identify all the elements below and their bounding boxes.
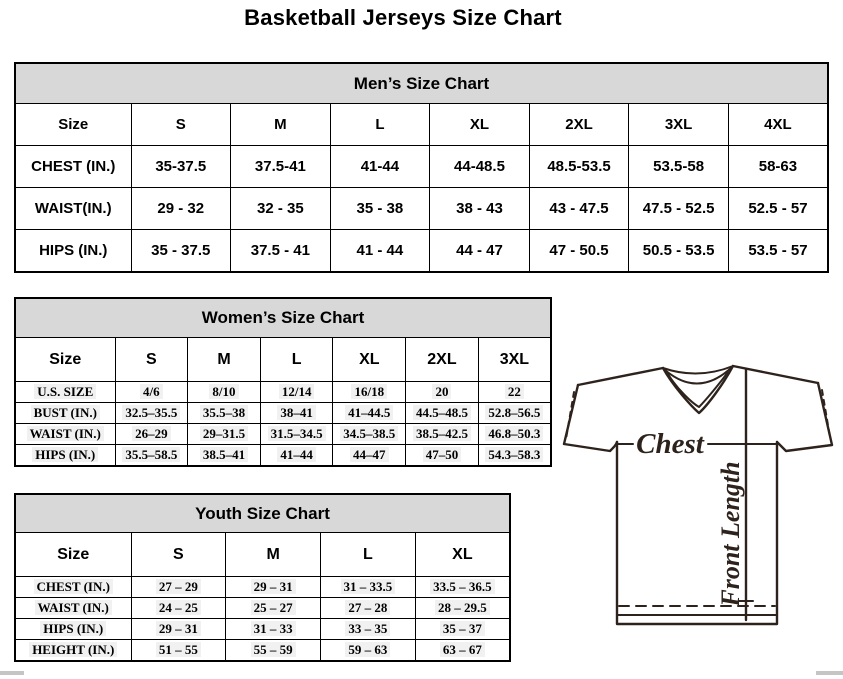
cell-value: 31 – 33.5 xyxy=(321,577,416,598)
cell-value: 26–29 xyxy=(115,424,188,445)
cell-value: 37.5 - 41 xyxy=(231,230,331,273)
cell-value: 29 – 31 xyxy=(226,577,321,598)
cell-value: 38 - 43 xyxy=(430,188,530,230)
cell-value: 41-44 xyxy=(330,146,430,188)
youth-column-header: S xyxy=(131,533,226,577)
cell-value: 53.5-58 xyxy=(629,146,729,188)
row-label: WAIST (IN.) xyxy=(15,598,131,619)
cell-value: 32 - 35 xyxy=(231,188,331,230)
page-title: Basketball Jerseys Size Chart xyxy=(244,5,562,30)
cell-value: 35 - 38 xyxy=(330,188,430,230)
cell-value: 37.5-41 xyxy=(231,146,331,188)
cell-value: 31.5–34.5 xyxy=(260,424,333,445)
row-label: HIPS (IN.) xyxy=(15,445,115,467)
cell-value: 33 – 35 xyxy=(321,619,416,640)
stitch-dashed-line xyxy=(566,392,574,439)
womens-size-chart-table xyxy=(14,297,552,467)
cell-value: 35.5–58.5 xyxy=(115,445,188,467)
mens-column-header: 4XL xyxy=(728,104,828,146)
table-row xyxy=(15,619,510,640)
table-row xyxy=(15,188,828,230)
youth-size-chart-table xyxy=(14,493,511,662)
table-row xyxy=(15,382,551,403)
table-row xyxy=(15,403,551,424)
cell-value: 35.5–38 xyxy=(188,403,261,424)
cell-value: 55 – 59 xyxy=(226,640,321,662)
table-row xyxy=(15,577,510,598)
row-label: U.S. SIZE xyxy=(15,382,115,403)
cell-value: 44.5–48.5 xyxy=(406,403,479,424)
womens-column-header: 3XL xyxy=(478,338,551,382)
womens-column-header: M xyxy=(188,338,261,382)
cell-value: 27 – 29 xyxy=(131,577,226,598)
table-row xyxy=(15,230,828,273)
cell-value: 38.5–42.5 xyxy=(406,424,479,445)
cell-value: 34.5–38.5 xyxy=(333,424,406,445)
stitch-dashed-line xyxy=(822,390,830,437)
cell-value: 54.3–58.3 xyxy=(478,445,551,467)
youth-column-header: L xyxy=(321,533,416,577)
cell-value: 43 - 47.5 xyxy=(529,188,629,230)
cell-value: 12/14 xyxy=(260,382,333,403)
row-label: HEIGHT (IN.) xyxy=(15,640,131,662)
cell-value: 44 - 47 xyxy=(430,230,530,273)
womens-column-header: S xyxy=(115,338,188,382)
row-label: WAIST(IN.) xyxy=(15,188,131,230)
front-length-label: Front Length xyxy=(716,461,745,607)
cell-value: 41 - 44 xyxy=(330,230,430,273)
cell-value: 31 – 33 xyxy=(226,619,321,640)
mens-size-chart-table xyxy=(14,62,829,273)
cell-value: 35 - 37.5 xyxy=(131,230,231,273)
cell-value: 47 - 50.5 xyxy=(529,230,629,273)
cell-value: 29–31.5 xyxy=(188,424,261,445)
youth-column-header: Size xyxy=(15,533,131,577)
cell-value: 59 – 63 xyxy=(321,640,416,662)
jersey-right-sleeve xyxy=(777,383,832,451)
womens-column-header: XL xyxy=(333,338,406,382)
mens-column-header: 3XL xyxy=(629,104,729,146)
jersey-left-sleeve xyxy=(564,385,617,451)
collar-top-arc xyxy=(663,366,733,374)
horizontal-scrollbar-left-segment[interactable] xyxy=(0,671,24,675)
mens-column-header: M xyxy=(231,104,331,146)
cell-value: 44-48.5 xyxy=(430,146,530,188)
cell-value: 38.5–41 xyxy=(188,445,261,467)
cell-value: 58-63 xyxy=(728,146,828,188)
mens-column-header: L xyxy=(330,104,430,146)
cell-value: 44–47 xyxy=(333,445,406,467)
youth-column-header: XL xyxy=(415,533,510,577)
cell-value: 29 - 32 xyxy=(131,188,231,230)
cell-value: 50.5 - 53.5 xyxy=(629,230,729,273)
youth-chart-title: Youth Size Chart xyxy=(15,494,510,533)
table-row xyxy=(15,146,828,188)
jersey-outline xyxy=(578,368,663,385)
table-row xyxy=(15,445,551,467)
row-label: CHEST (IN.) xyxy=(15,577,131,598)
cell-value: 53.5 - 57 xyxy=(728,230,828,273)
jersey-body xyxy=(617,442,777,624)
table-row xyxy=(15,598,510,619)
cell-value: 35-37.5 xyxy=(131,146,231,188)
row-label: BUST (IN.) xyxy=(15,403,115,424)
mens-chart-title: Men’s Size Chart xyxy=(15,63,828,104)
cell-value: 51 – 55 xyxy=(131,640,226,662)
cell-value: 24 – 25 xyxy=(131,598,226,619)
cell-value: 8/10 xyxy=(188,382,261,403)
cell-value: 28 – 29.5 xyxy=(415,598,510,619)
womens-chart-title: Women’s Size Chart xyxy=(15,298,551,338)
cell-value: 52.5 - 57 xyxy=(728,188,828,230)
cell-value: 22 xyxy=(478,382,551,403)
youth-column-header: M xyxy=(226,533,321,577)
womens-column-header: L xyxy=(260,338,333,382)
cell-value: 63 – 67 xyxy=(415,640,510,662)
cell-value: 41–44.5 xyxy=(333,403,406,424)
mens-column-header: S xyxy=(131,104,231,146)
cell-value: 20 xyxy=(406,382,479,403)
womens-column-header: Size xyxy=(15,338,115,382)
row-label: HIPS (IN.) xyxy=(15,230,131,273)
cell-value: 46.8–50.3 xyxy=(478,424,551,445)
cell-value: 48.5-53.5 xyxy=(529,146,629,188)
mens-column-header: Size xyxy=(15,104,131,146)
cell-value: 4/6 xyxy=(115,382,188,403)
cell-value: 47.5 - 52.5 xyxy=(629,188,729,230)
womens-column-header: 2XL xyxy=(406,338,479,382)
cell-value: 35 – 37 xyxy=(415,619,510,640)
cell-value: 32.5–35.5 xyxy=(115,403,188,424)
cell-value: 47–50 xyxy=(406,445,479,467)
cell-value: 27 – 28 xyxy=(321,598,416,619)
row-label: WAIST (IN.) xyxy=(15,424,115,445)
cell-value: 16/18 xyxy=(333,382,406,403)
cell-value: 29 – 31 xyxy=(131,619,226,640)
cell-value: 38–41 xyxy=(260,403,333,424)
cell-value: 41–44 xyxy=(260,445,333,467)
cell-value: 25 – 27 xyxy=(226,598,321,619)
cell-value: 33.5 – 36.5 xyxy=(415,577,510,598)
jersey-measurement-diagram xyxy=(553,352,843,667)
table-row xyxy=(15,424,551,445)
horizontal-scrollbar-right-segment[interactable] xyxy=(816,671,843,675)
cell-value: 52.8–56.5 xyxy=(478,403,551,424)
mens-column-header: 2XL xyxy=(529,104,629,146)
row-label: HIPS (IN.) xyxy=(15,619,131,640)
row-label: CHEST (IN.) xyxy=(15,146,131,188)
chest-label: Chest xyxy=(636,428,704,460)
mens-column-header: XL xyxy=(430,104,530,146)
table-row xyxy=(15,640,510,662)
